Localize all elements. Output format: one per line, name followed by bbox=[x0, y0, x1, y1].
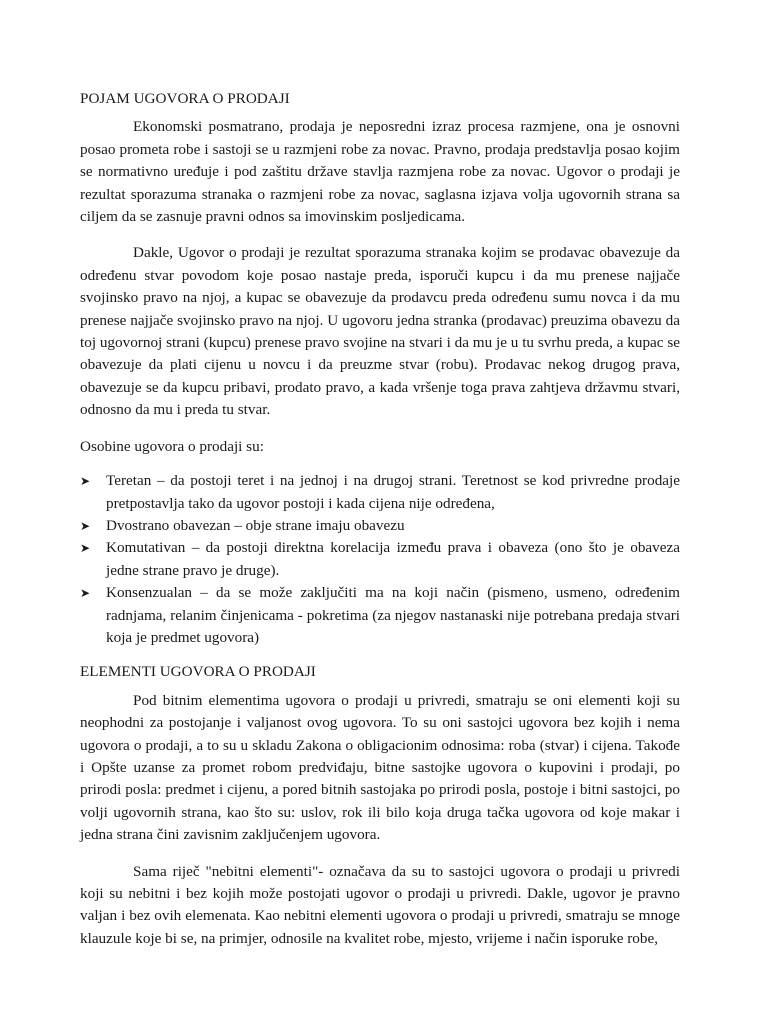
list-item-text: Komutativan – da postoji direktna korelacija između prava i obaveza (ono što je obaveza jedne strane pravo je druge). bbox=[106, 539, 680, 579]
list-item-text: Teretan – da postoji teret i na jednoj i na drugoj strani. Teretnost se kod privredne prodaje pretpostavlja tako da ugovor postoji i kada cijena nije određena, bbox=[106, 472, 680, 512]
paragraph-obligations: Dakle, Ugovor o prodaji je rezultat sporazuma stranaka kojim se prodavac obavezuje da određenu stvar povodom koje posao nastaje preda, isporuči kupcu i da mu prenese najjače svojinsko pravo na njoj, a kupac se obavezuje da prodavcu preda određenu sumu novca i da mu prenese najjače svojinsko pravo na njoj. U ugovoru jedna stranka (prodavac) preuzima obavezu da toj ugovornoj strani (kupcu) prenese pravo svojine na stvari i da mu je u tu svrhu preda, a kupac se obavezuje da plati cijenu u novcu i da preuzme stvar (robu). Prodavac nekog drugog prava, obavezuje se da kupcu pribavi, prodato pravo, a kada vršenje toga prava zahtjeva državmu stvari, odnosno da mu i preda tu stvar. bbox=[80, 244, 680, 419]
arrowhead-icon: ➤ bbox=[80, 474, 91, 489]
list-item-text: Konsenzualan – da se može zaključiti ma na koji način (pismeno, usmeno, određenim radnjama, relanim činjenicama - pokretima (za njegov nastanaski nije potrebana predaja stvari koja je predmet ugovora) bbox=[106, 584, 680, 646]
list-item bbox=[80, 582, 680, 649]
arrowhead-icon: ➤ bbox=[80, 518, 91, 533]
list-intro: Osobine ugovora o prodaji su: bbox=[80, 437, 264, 455]
list-item bbox=[80, 470, 680, 515]
paragraph-definition: Ekonomski posmatrano, prodaja je neposredni izraz procesa razmjene, ona je osnovni posao prometa robe i sastoji se u razmjeni robe za novac. Pravno, prodaja predstavlja posao kojim se normativno uređuje i pod zaštitu države stavlja razmjena robe za novac. Ugovor o prodaji je rezultat sporazuma stranaka o razmjeni robe za novac, saglasna izjava volja ugovornih strana sa ciljem da se zasnuje pravni odnos sa imovinskim posljedicama. bbox=[80, 118, 680, 226]
arrowhead-icon: ➤ bbox=[80, 541, 91, 556]
section-heading-elementi: ELEMENTI UGOVORA O PRODAJI bbox=[80, 663, 316, 681]
section-heading-pojam: POJAM UGOVORA O PRODAJI bbox=[80, 90, 290, 107]
paragraph-nonessential-elements: Sama riječ "nebitni elementi"- označava da su to sastojci ugovora o prodaji u privredi koji su nebitni i bez kojih može postojati ugovor o prodaji u privredi. Dakle, ugovor je pravno valjan i bez ovih elemenata. Kao nebitni elementi ugovora o prodaji u privredi, smatraju se mnoge klauzule koje bi se, na primjer, odnosile na kvalitet robe, mjesto, vrijeme i način isporuke robe, bbox=[80, 862, 680, 947]
document-page bbox=[80, 88, 680, 964]
properties-list bbox=[80, 470, 680, 649]
paragraph-essential-elements: Pod bitnim elementima ugovora o prodaji u privredi, smatraju se oni elementi koji su neophodni za postojanje i valjanost ovog ugovora. To su oni sastojci ugovora bez kojih i nema ugovora o prodaji, a to su u skladu Zakona o obligacionim odnosima: roba (stvar) i cijena. Takođe i Opšte uzanse za promet robom predviđaju, bitne sastojke ugovora o kupovini i prodaji, po prirodi posla: predmet i cijenu, a pored bitnih sastojaka po prirodi posla, postoje i bitni sastojci, po volji ugovornih strana, kao što su: uslov, rok ili bilo koja druga tačka ugovora od koje makar i jedna strana čini zavisnim zaključenjem ugovora. bbox=[80, 691, 680, 844]
list-item bbox=[80, 515, 680, 537]
arrowhead-icon: ➤ bbox=[80, 586, 91, 601]
list-item-text: Dvostrano obavezan – obje strane imaju obavezu bbox=[106, 516, 405, 534]
list-item bbox=[80, 537, 680, 582]
